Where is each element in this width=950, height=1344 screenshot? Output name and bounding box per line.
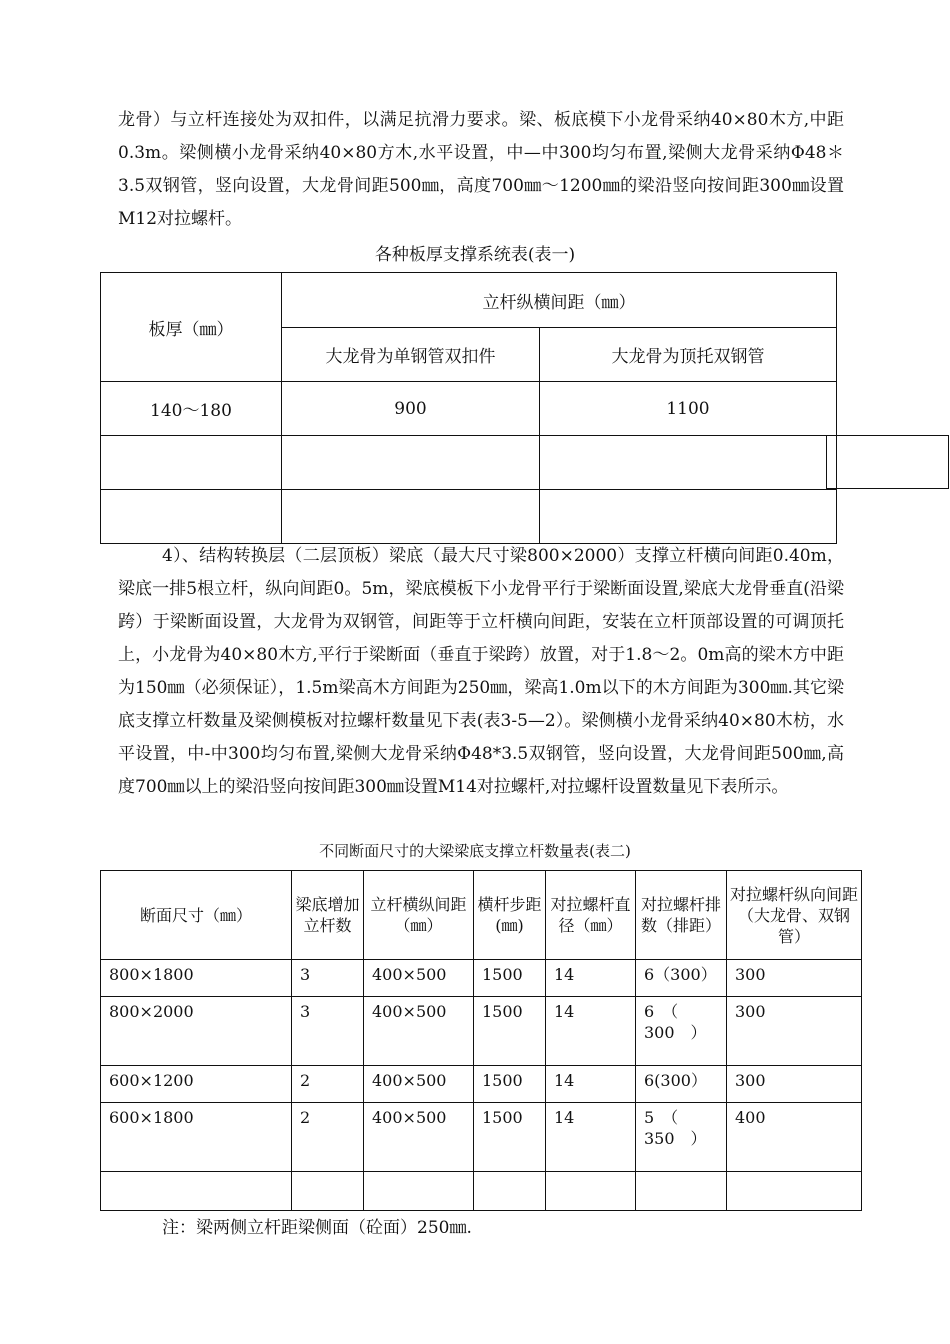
header-pole-spacing: 立杆横纵间距（㎜） — [364, 871, 474, 960]
empty-cell — [364, 1172, 474, 1211]
table-cell: 2 — [292, 1103, 364, 1172]
table-cell: 400×500 — [364, 997, 474, 1066]
header-double-pipe: 大龙骨为顶托双钢管 — [540, 328, 837, 382]
table-note: 注：梁两侧立杆距梁侧面（砼面）250㎜. — [162, 1218, 472, 1238]
header-single-pipe: 大龙骨为单钢管双扣件 — [282, 328, 540, 382]
table-cell: 300 — [727, 997, 862, 1066]
header-bolt-spacing: 对拉螺杆纵向间距（大龙骨、双钢管） — [727, 871, 862, 960]
empty-cell — [474, 1172, 546, 1211]
table-cell: 800×1800 — [101, 960, 292, 997]
empty-cell — [101, 436, 282, 490]
table-cell: 1500 — [474, 960, 546, 997]
cell-thickness: 140～180 — [101, 382, 282, 436]
cell-double-value: 1100 — [540, 382, 837, 436]
table-cell: 1500 — [474, 1066, 546, 1103]
table1-caption: 各种板厚支撑系统表(表一) — [374, 245, 576, 265]
table-cell: 1500 — [474, 997, 546, 1066]
empty-cell — [101, 1172, 292, 1211]
empty-cell — [540, 490, 837, 544]
table-beam-support — [100, 870, 862, 1211]
header-pole-spacing: 立杆纵横间距（㎜） — [282, 273, 837, 328]
table-cell: 5 （ 350 ） — [636, 1103, 727, 1172]
table-cell: 6(300） — [636, 1066, 727, 1103]
empty-cell — [727, 1172, 862, 1211]
table-cell: 2 — [292, 1066, 364, 1103]
table-slab-support — [100, 272, 837, 544]
cell-single-value: 900 — [282, 382, 540, 436]
table-cell: 400×500 — [364, 1103, 474, 1172]
table-cell: 3 — [292, 997, 364, 1066]
paragraph-transfer-floor: 4）、结构转换层（二层顶板）梁底（最大尺寸梁800×2000）支撑立杆横向间距0.40m，梁底一排5根立杆，纵向间距0。5m，梁底模板下小龙骨平行于梁断面设置,梁底大龙骨垂直(沿梁跨）于梁断面设置，大龙骨为双钢管，间距等于立杆横向间距，安装在立杆顶部设置的可调顶托上，小龙骨为40×80木方,平行于梁断面（垂直于梁跨）放置，对于1.8～2。0m高的梁木方中距为150㎜（必须保证），1.5m梁高木方间距为250㎜，梁高1.0m以下的木方间距为300㎜.其它梁底支撑立杆数量及梁侧模板对拉螺杆数量见下表(表3-5—2）。梁侧横小龙骨采纳40×80木枋，水平设置，中-中300均匀布置,梁侧大龙骨采纳Φ48*3.5双钢管，竖向设置，大龙骨间距500㎜,高度700㎜以上的梁沿竖向按间距300㎜设置M14对拉螺杆,对拉螺杆设置数量见下表所示。 — [118, 546, 844, 797]
table-cell: 14 — [546, 1103, 636, 1172]
empty-cell — [292, 1172, 364, 1211]
table-cell: 14 — [546, 997, 636, 1066]
table-cell: 14 — [546, 1066, 636, 1103]
table-cell: 6（300） — [636, 960, 727, 997]
empty-cell — [546, 1172, 636, 1211]
table-cell: 600×1800 — [101, 1103, 292, 1172]
header-bolt-diameter: 对拉螺杆直径（㎜） — [546, 871, 636, 960]
table2-caption: 不同断面尺寸的大梁梁底支撑立杆数量表(表二) — [319, 842, 631, 860]
empty-cell — [282, 490, 540, 544]
table-cell: 300 — [727, 1066, 862, 1103]
table-cell: 600×1200 — [101, 1066, 292, 1103]
table-cell: 1500 — [474, 1103, 546, 1172]
empty-cell — [636, 1172, 727, 1211]
header-section-size: 断面尺寸（㎜） — [101, 871, 292, 960]
header-step: 横杆步距(㎜) — [474, 871, 546, 960]
header-bolt-rows: 对拉螺杆排数（排距） — [636, 871, 727, 960]
table-cell: 400×500 — [364, 960, 474, 997]
table-cell: 3 — [292, 960, 364, 997]
empty-cell — [540, 436, 837, 490]
table-cell: 800×2000 — [101, 997, 292, 1066]
table-cell: 6 （ 300 ） — [636, 997, 727, 1066]
table-cell: 300 — [727, 960, 862, 997]
paragraph-beam-keel: 龙骨）与立杆连接处为双扣件，以满足抗滑力要求。梁、板底模下小龙骨采纳40×80木方,中距0.3m。梁侧横小龙骨采纳40×80方木,水平设置，中—中300均匀布置,梁侧大龙骨采纳Φ48＊3.5双钢管，竖向设置，大龙骨间距500㎜，高度700㎜～1200㎜的梁沿竖向按间距300㎜设置M12对拉螺杆。 — [118, 110, 844, 229]
stray-table-cell — [826, 435, 949, 489]
table-cell: 400×500 — [364, 1066, 474, 1103]
header-slab-thickness: 板厚（㎜） — [101, 273, 282, 382]
table-cell: 14 — [546, 960, 636, 997]
header-added-poles: 梁底增加立杆数 — [292, 871, 364, 960]
table-cell: 400 — [727, 1103, 862, 1172]
empty-cell — [282, 436, 540, 490]
empty-cell — [101, 490, 282, 544]
